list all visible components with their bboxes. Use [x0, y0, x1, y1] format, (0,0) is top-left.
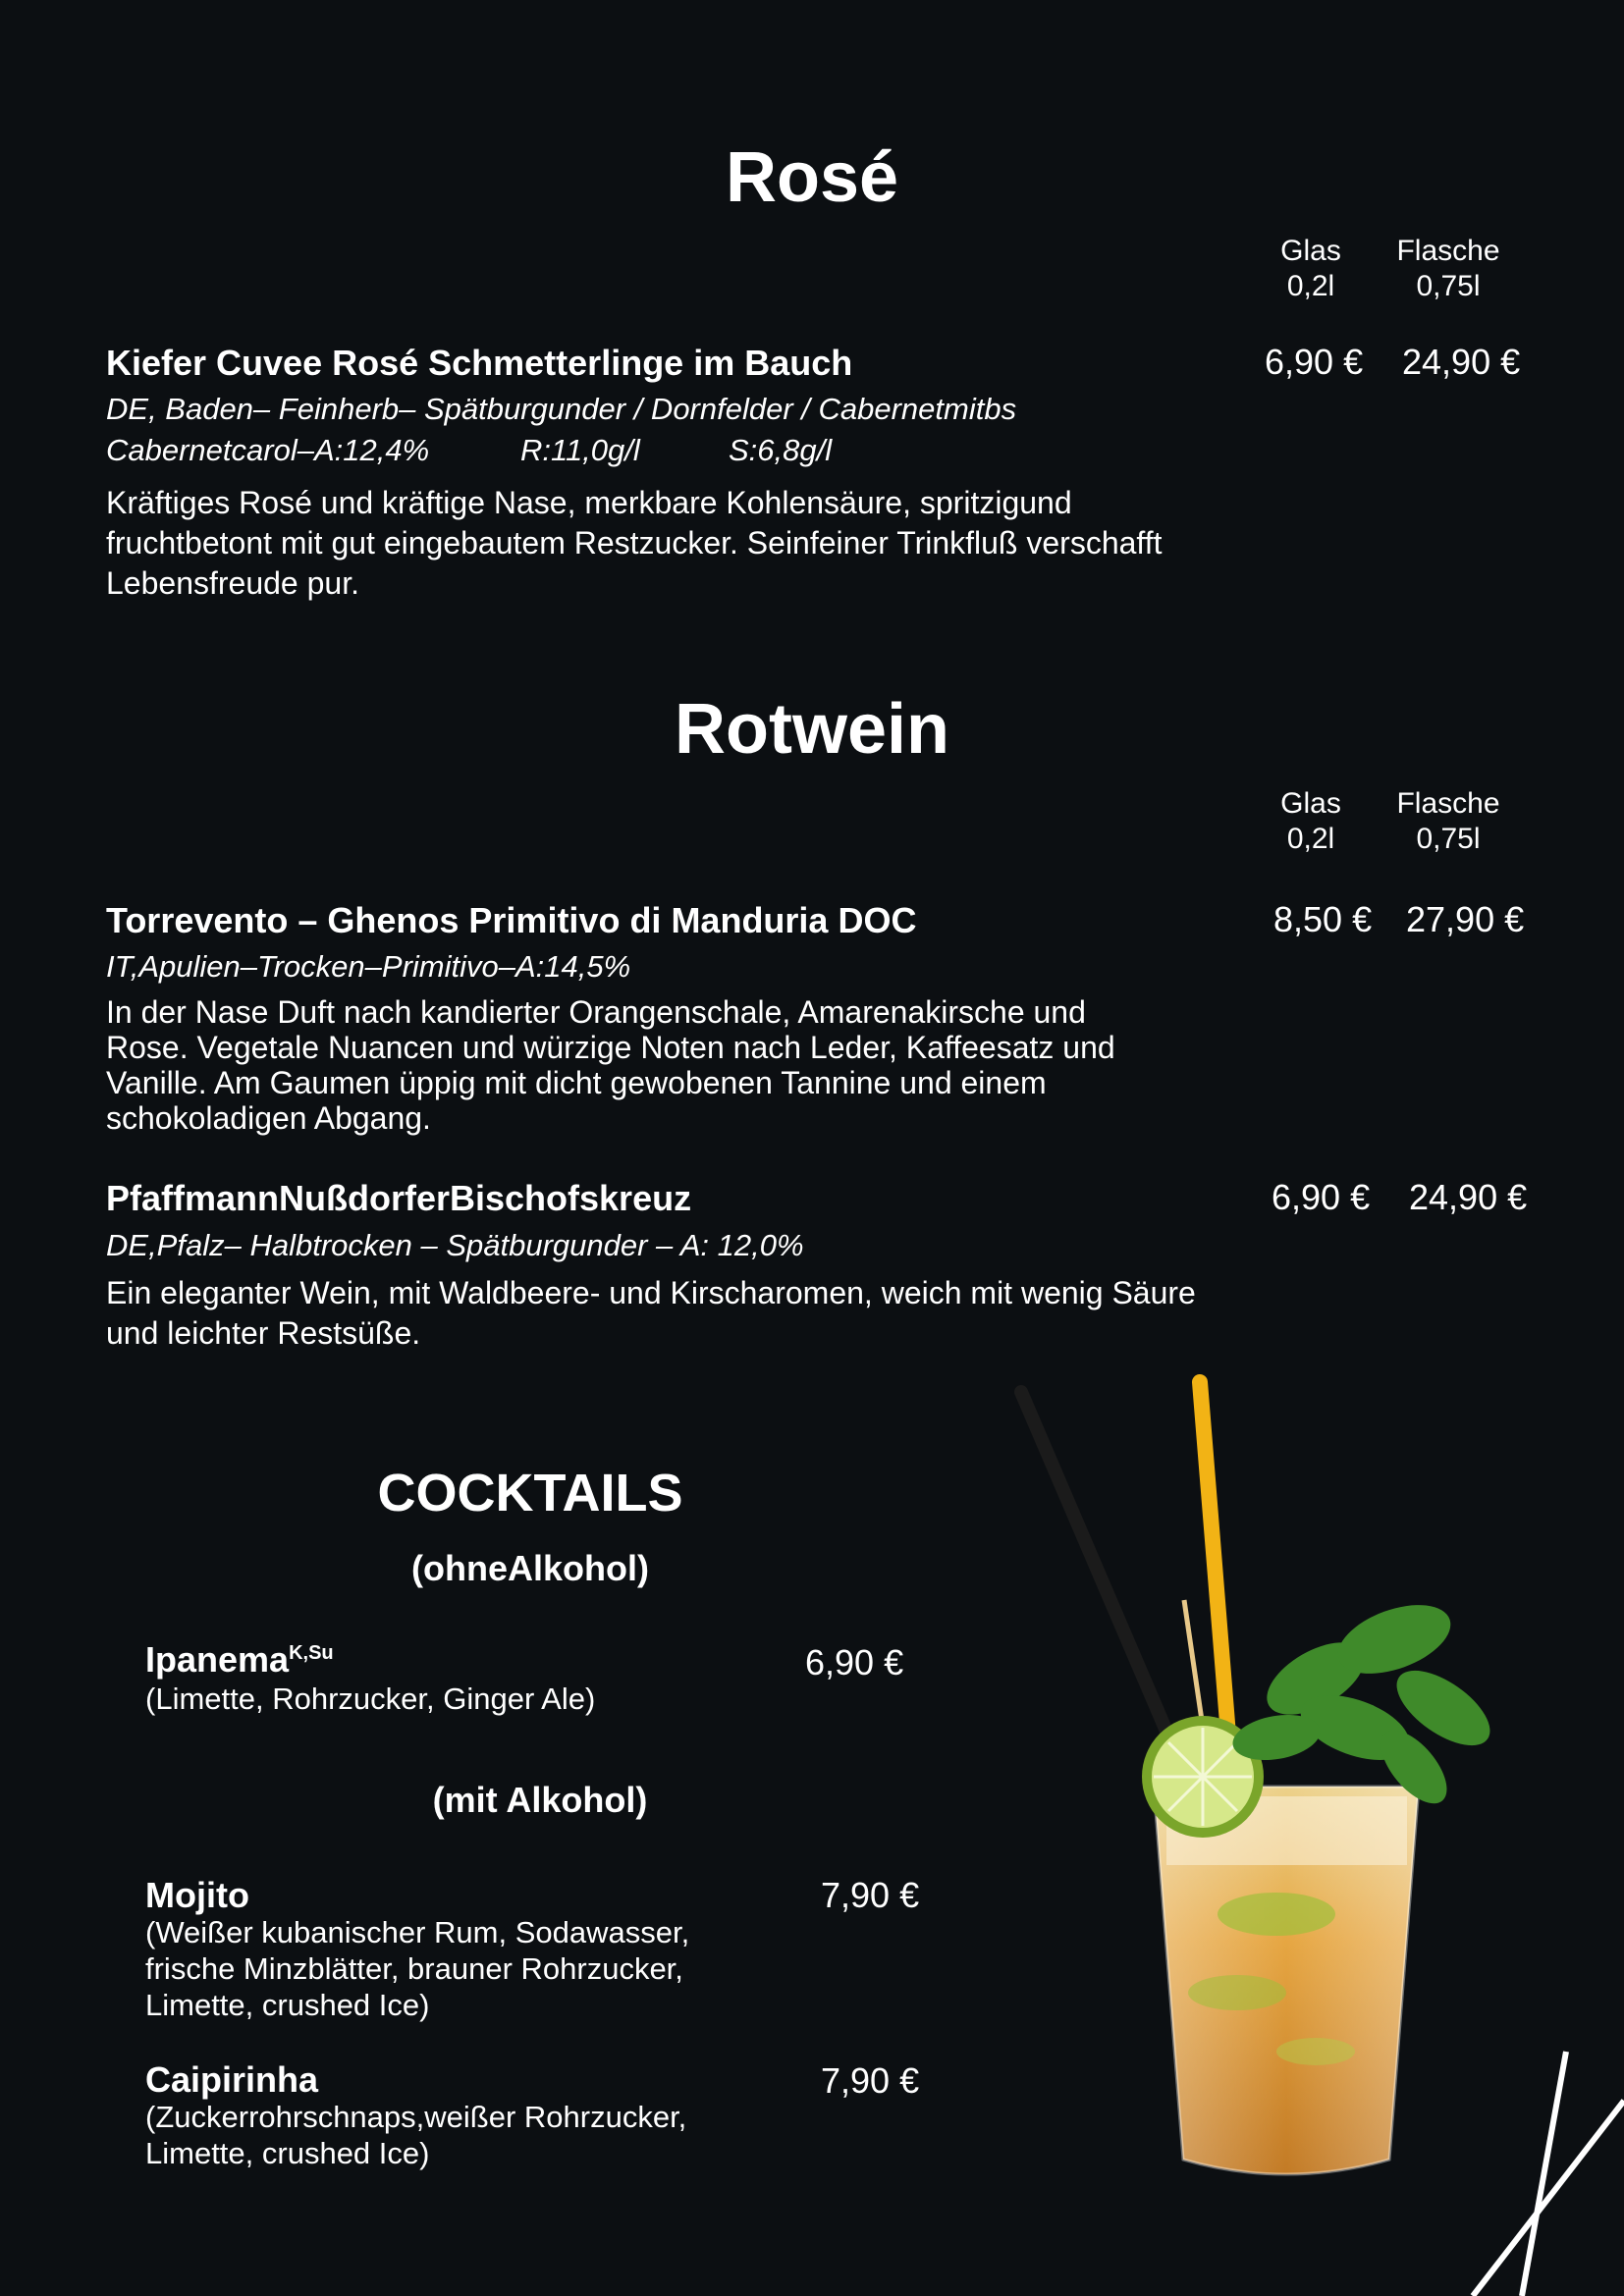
col-bottle-size: 0,75l — [1416, 823, 1481, 855]
wine-description: Ein eleganter Wein, mit Waldbeere- und Kirscharomen, weich mit wenig Säure und leichter Restsüße. — [106, 1275, 1196, 1351]
wine-meta-alcohol: Cabernetcarol–A:12,4% — [106, 433, 430, 467]
col-bottle-size: 0,75l — [1416, 270, 1481, 302]
cocktail-description: (Zuckerrohrschnaps,weißer Rohrzucker, Limette, crushed Ice) — [145, 2100, 687, 2170]
mint-leaves — [1229, 1591, 1502, 1814]
rotwein-section-title: Rotwein — [675, 690, 949, 769]
cocktail-price: 6,90 € — [805, 1642, 904, 1682]
col-bottle-label: Flasche — [1396, 787, 1500, 820]
cocktail-price: 7,90 € — [821, 1875, 920, 1915]
col-glass-label: Glas — [1280, 787, 1341, 820]
price-bottle: 24,90 € — [1402, 342, 1521, 382]
wine-meta: IT,Apulien–Trocken–Primitivo–A:14,5% — [106, 949, 631, 984]
cocktail-name — [145, 1639, 334, 1681]
mojito-glass-illustration — [982, 1364, 1532, 2209]
allergen-codes: K,Su — [289, 1642, 334, 1664]
col-bottle-label: Flasche — [1396, 235, 1500, 267]
cocktail-description: (Limette, Rohrzucker, Ginger Ale) — [145, 1682, 596, 1716]
col-glass-size: 0,2l — [1286, 270, 1335, 302]
rose-col-bottle — [1389, 234, 1507, 304]
price-bottle: 27,90 € — [1406, 899, 1525, 939]
rotwein-col-glass — [1267, 786, 1355, 857]
cocktails-subheading-nonalcoholic: (ohneAlkohol) — [411, 1548, 649, 1588]
wine-description: In der Nase Duft nach kandierter Orangenschale, Amarenakirsche und Rose. Vegetale Nuancen und würzige Noten nach Leder, Kaffeesatz und Vanille. Am Gaumen üppig mit dicht gewobenen Tannine und einem schokoladigen Abgang. — [106, 994, 1115, 1136]
wine-meta: DE,Pfalz– Halbtrocken – Spätburgunder – A: 12,0% — [106, 1228, 804, 1262]
wine-description: Kräftiges Rosé und kräftige Nase, merkbare Kohlensäure, spritzigund fruchtbetont mit gut eingebautem Restzucker. Seinfeiner Trinkfluß verschafft Lebensfreude pur. — [106, 485, 1163, 601]
cocktail-name-text: Ipanema — [145, 1639, 290, 1680]
price-glass: 8,50 € — [1273, 899, 1373, 939]
rose-section-title: Rosé — [725, 138, 899, 217]
price-glass: 6,90 € — [1272, 1177, 1371, 1217]
price-bottle: 24,90 € — [1409, 1177, 1528, 1217]
price-glass: 6,90 € — [1265, 342, 1364, 382]
white-sticks-decoration — [1453, 2042, 1624, 2296]
cocktails-title: COCKTAILS — [377, 1464, 683, 1522]
rotwein-col-bottle — [1389, 786, 1507, 857]
wine-name: Torrevento – Ghenos Primitivo di Manduria DOC — [106, 900, 917, 940]
black-straw — [1021, 1392, 1173, 1747]
yellow-straw — [1200, 1382, 1229, 1747]
wine-meta-residual-sugar: R:11,0g/l — [520, 433, 640, 467]
cocktails-subheading-alcoholic: (mit Alkohol) — [432, 1780, 648, 1820]
wine-name: Kiefer Cuvee Rosé Schmetterlinge im Bauch — [106, 343, 853, 383]
rose-col-glass — [1267, 234, 1355, 304]
wine-meta-acid: S:6,8g/l — [729, 433, 833, 467]
cocktail-description: (Weißer kubanischer Rum, Sodawasser, frische Minzblätter, brauner Rohrzucker, Limette, crushed Ice) — [145, 1915, 690, 2022]
cocktail-name: Mojito — [145, 1875, 249, 1915]
wine-name: PfaffmannNußdorferBischofskreuz — [106, 1178, 692, 1218]
cocktail-price: 7,90 € — [821, 2060, 920, 2101]
col-glass-size: 0,2l — [1286, 823, 1335, 855]
col-glass-label: Glas — [1280, 235, 1341, 267]
wine-meta: DE, Baden– Feinherb– Spätburgunder / Dornfelder / Cabernetmitbs — [106, 392, 1017, 426]
cocktail-name: Caipirinha — [145, 2059, 319, 2100]
